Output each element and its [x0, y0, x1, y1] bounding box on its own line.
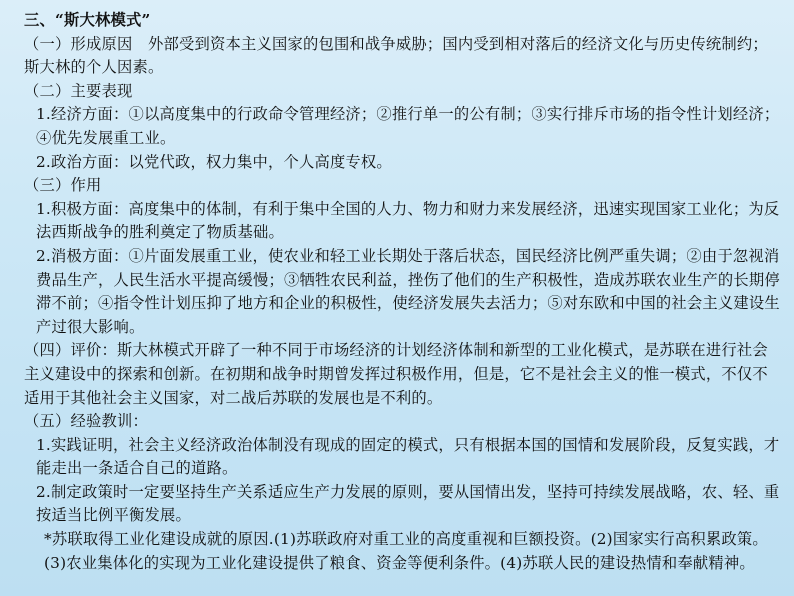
- paragraph-industrialization-reasons: *苏联取得工业化建设成就的原因.(1)苏联政府对重工业的高度重视和巨额投资。(2)国家实行高积累政策。(3)农业集体化的实现为工业化建设提供了粮食、资金等便利条件。(4)苏联人民的建设热情和奉献精神。: [44, 530, 768, 572]
- paragraph-negative-effects: 2.消极方面：①片面发展重工业，使农业和轻工业长期处于落后状态，国民经济比例严重失调；②由于忽视消费品生产，人民生活水平提高缓慢；③牺牲农民利益，挫伤了他们的生产积极性，造成苏联农业生产的长期停滞不前；④指令性计划压抑了地方和企业的积极性，使经济发展失去活力；⑤对东欧和中国的社会主义建设生产过很大影响。: [36, 246, 780, 336]
- paragraph-lesson-2: 2.制定政策时一定要坚持生产关系适应生产力发展的原则，要从国情出发，坚持可持续发展战略，农、轻、重按适当比例平衡发展。: [36, 482, 780, 525]
- paragraph-political-aspect: 2.政治方面：以党代政，权力集中，个人高度专权。: [36, 152, 392, 171]
- paragraph-formation-causes: （一）形成原因 外部受到资本主义国家的包围和战争威胁；国内受到相对落后的经济文化与历史传统制约；斯大林的个人因素。: [24, 34, 768, 77]
- slide-body: [24, 9, 782, 575]
- paragraph-lesson-1: 1.实践证明，社会主义经济政治体制没有现成的固定的模式，只有根据本国的国情和发展阶段，反复实践，才能走出一条适合自己的道路。: [36, 435, 780, 478]
- heading-lessons: （五）经验教训：: [24, 412, 148, 431]
- paragraph-positive-effects: 1.积极方面：高度集中的体制，有利于集中全国的人力、物力和财力来发展经济，迅速实现国家工业化；为反法西斯战争的胜利奠定了物质基础。: [36, 199, 780, 242]
- heading-effects: （三）作用: [24, 176, 102, 195]
- section-title: 三、“斯大林模式”: [24, 11, 151, 29]
- paragraph-evaluation: （四）评价：斯大林模式开辟了一种不同于市场经济的计划经济体制和新型的工业化模式，是苏联在进行社会主义建设中的探索和创新。在初期和战争时期曾发挥过积极作用，但是，它不是社会主义的惟一模式，不仅不适用于其他社会主义国家，对二战后苏联的发展也是不利的。: [24, 341, 768, 407]
- paragraph-economic-aspect: 1.经济方面：①以高度集中的行政命令管理经济；②推行单一的公有制；③实行排斥市场的指令性计划经济；④优先发展重工业。: [36, 105, 780, 147]
- heading-main-manifestations: （二）主要表现: [24, 81, 133, 100]
